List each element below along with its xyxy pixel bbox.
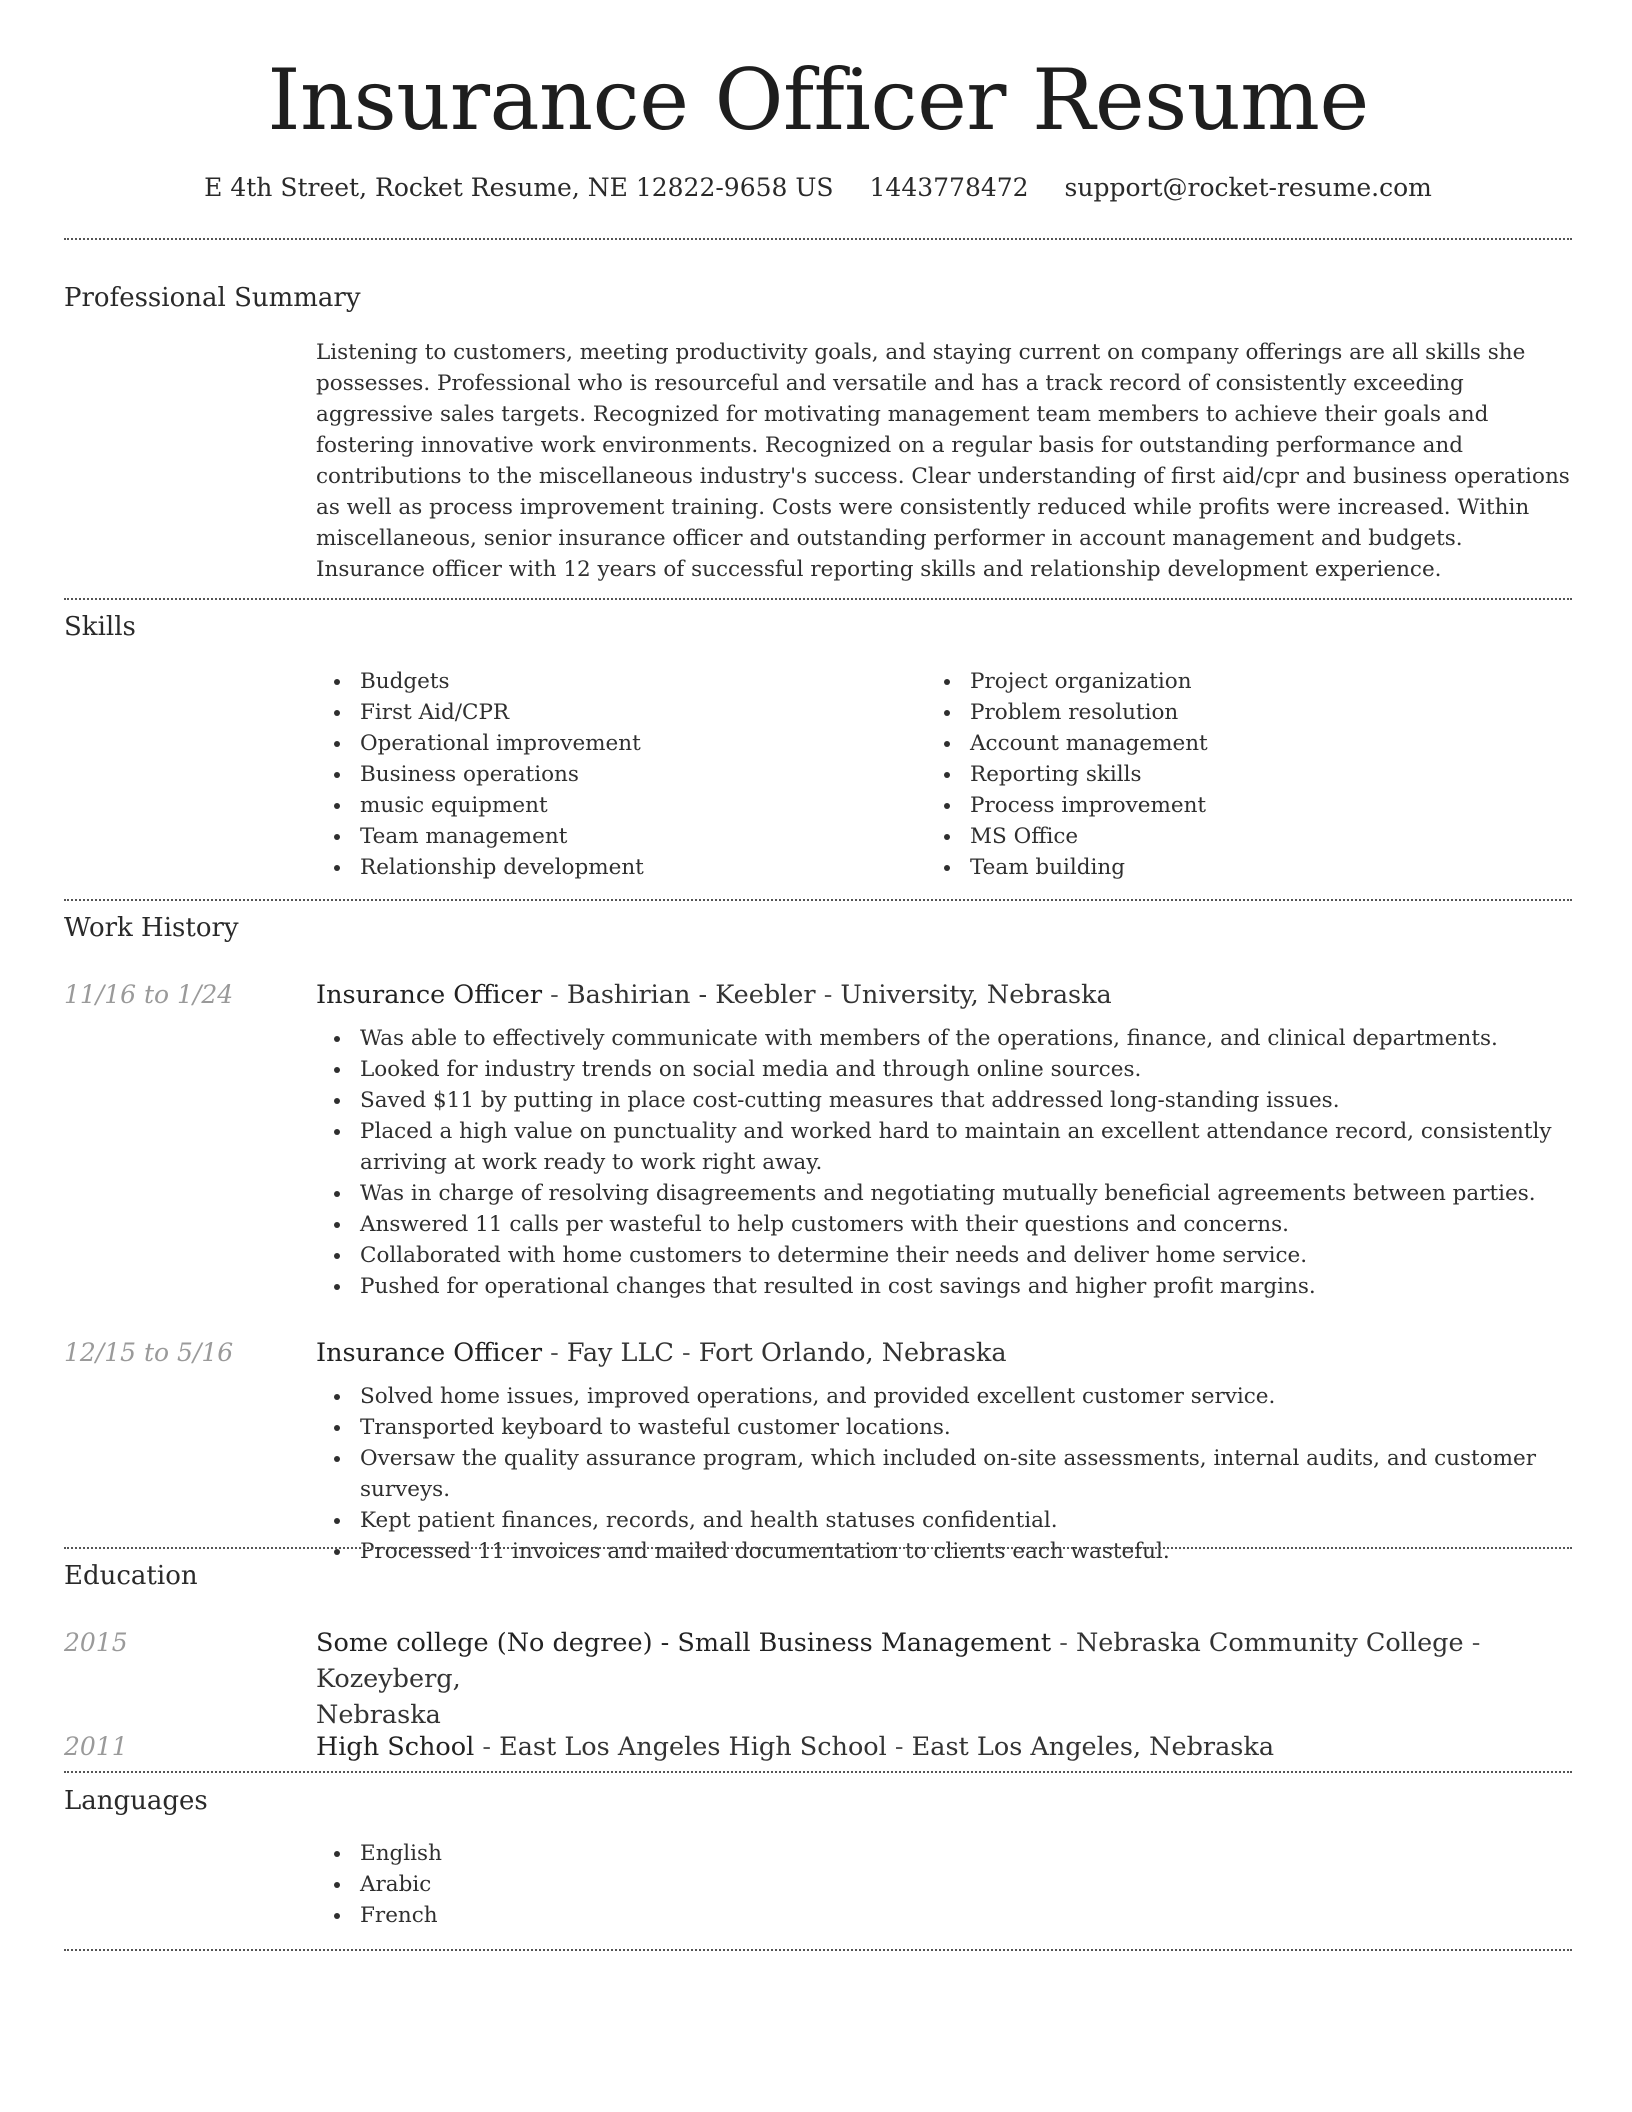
skill-item: Operational improvement [316, 728, 926, 759]
section-divider [64, 1771, 1572, 1773]
education-entry [316, 1625, 1572, 1733]
skill-item: First Aid/CPR [316, 697, 926, 728]
education-school: Nebraska Community College [1075, 1628, 1464, 1658]
job-bullet: Was in charge of resolving disagreements and negotiating mutually beneficial agreements between parties. [316, 1178, 1572, 1209]
languages-heading: Languages [64, 1786, 208, 1816]
job-dates: 11/16 to 1/24 [64, 980, 234, 1009]
job-bullet: Saved $11 by putting in place cost-cutting measures that addressed long-standing issues. [316, 1085, 1572, 1116]
job-bullet: Transported keyboard to wasteful customer locations. [316, 1412, 1572, 1443]
job-bullet: Collaborated with home customers to determine their needs and deliver home service. [316, 1240, 1572, 1271]
education-school: East Los Angeles High School [499, 1732, 887, 1762]
skills-column-right [926, 666, 1566, 883]
summary-text: Listening to customers, meeting productivity goals, and staying current on company offerings are all skills she possesses. Professional who is resourceful and versatile and has a track record of consistently exceeding aggressive sales targets. Recognized for motivating management team members to achieve their goals and fostering innovative work environments. Recognized on a regular basis for outstanding performance and contributions to the miscellaneous industry's success. Clear understanding of first aid/cpr and business operations as well as process improvement training. Costs were consistently reduced while profits were increased. Within miscellaneous, senior insurance officer and outstanding performer in account management and budgets. Insurance officer with 12 years of successful reporting skills and relationship development experience. [316, 340, 1570, 582]
contact-phone: 1443778472 [869, 173, 1029, 202]
skills-column-left [316, 666, 926, 883]
skills-heading: Skills [64, 612, 136, 642]
skill-item: MS Office [926, 821, 1566, 852]
skill-item: Project organization [926, 666, 1566, 697]
language-item: Arabic [316, 1869, 1572, 1900]
job-bullet: Solved home issues, improved operations, and provided excellent customer service. [316, 1381, 1572, 1412]
contact-email: support@rocket-resume.com [1064, 173, 1432, 202]
job-bullet: Processed 11 invoices and mailed documentation to clients each wasteful. [316, 1536, 1572, 1567]
skill-item: Account management [926, 728, 1566, 759]
job-role: Insurance Officer [316, 980, 543, 1010]
language-item: French [316, 1900, 1572, 1931]
education-line: Some college (No degree) - Small Business Management - Nebraska Community College - Kozeyberg, Nebraska [316, 1628, 1481, 1730]
languages-body [316, 1838, 1572, 1931]
education-year: 2011 [64, 1732, 128, 1761]
education-degree: High School [316, 1732, 475, 1762]
skill-item: Reporting skills [926, 759, 1566, 790]
job-title-line: Insurance Officer - Bashirian - Keebler - University, Nebraska [316, 980, 1112, 1010]
skill-item: Business operations [316, 759, 926, 790]
job-entry [316, 1335, 1572, 1567]
section-divider [64, 238, 1572, 240]
job-dates: 12/15 to 5/16 [64, 1338, 234, 1367]
job-bullets [316, 1023, 1572, 1302]
education-heading: Education [64, 1561, 198, 1591]
section-divider [64, 899, 1572, 901]
skill-item: Problem resolution [926, 697, 1566, 728]
skill-item: Process improvement [926, 790, 1566, 821]
language-item: English [316, 1838, 1572, 1869]
section-divider [64, 1547, 1572, 1549]
job-bullet: Kept patient finances, records, and health statuses confidential. [316, 1505, 1572, 1536]
section-divider [64, 598, 1572, 600]
skill-item: Budgets [316, 666, 926, 697]
job-bullet: Placed a high value on punctuality and worked hard to maintain an excellent attendance record, consistently arriving at work ready to work right away. [316, 1116, 1572, 1178]
education-location: East Los Angeles, Nebraska [911, 1732, 1275, 1762]
education-entry [316, 1729, 1572, 1765]
education-location-cont: Nebraska [316, 1700, 441, 1730]
contact-address: E 4th Street, Rocket Resume, NE 12822-9658 US [204, 173, 834, 202]
job-location: Fort Orlando, Nebraska [698, 1338, 1007, 1368]
summary-body [316, 337, 1572, 585]
skill-item: Team management [316, 821, 926, 852]
education-year: 2015 [64, 1628, 128, 1657]
skill-item: music equipment [316, 790, 926, 821]
work-history-heading: Work History [64, 913, 239, 943]
contact-line [64, 168, 1572, 208]
resume-page [64, 0, 1572, 2112]
job-bullet: Oversaw the quality assurance program, which included on-site assessments, internal audits, and customer surveys. [316, 1443, 1572, 1505]
skill-item: Team building [926, 852, 1566, 883]
resume-title: Insurance Officer Resume [267, 51, 1369, 149]
job-role: Insurance Officer [316, 1338, 543, 1368]
skill-item: Relationship development [316, 852, 926, 883]
job-company: Fay LLC [566, 1338, 674, 1368]
job-bullet: Looked for industry trends on social media and through online sources. [316, 1054, 1572, 1085]
education-degree: Some college (No degree) - Small Business Management [316, 1628, 1052, 1658]
job-bullet: Was able to effectively communicate with members of the operations, finance, and clinical departments. [316, 1023, 1572, 1054]
summary-heading: Professional Summary [64, 283, 361, 313]
job-title-line: Insurance Officer - Fay LLC - Fort Orlando, Nebraska [316, 1338, 1007, 1368]
job-location: University, Nebraska [840, 980, 1112, 1010]
education-location: Kozeyberg, [316, 1664, 461, 1694]
education-line: High School - East Los Angeles High School - East Los Angeles, Nebraska [316, 1732, 1275, 1762]
job-bullet: Answered 11 calls per wasteful to help customers with their questions and concerns. [316, 1209, 1572, 1240]
job-company: Bashirian - Keebler [566, 980, 816, 1010]
job-entry [316, 977, 1572, 1302]
section-divider [64, 1949, 1572, 1951]
job-bullets [316, 1381, 1572, 1567]
job-bullet: Pushed for operational changes that resulted in cost savings and higher profit margins. [316, 1271, 1572, 1302]
